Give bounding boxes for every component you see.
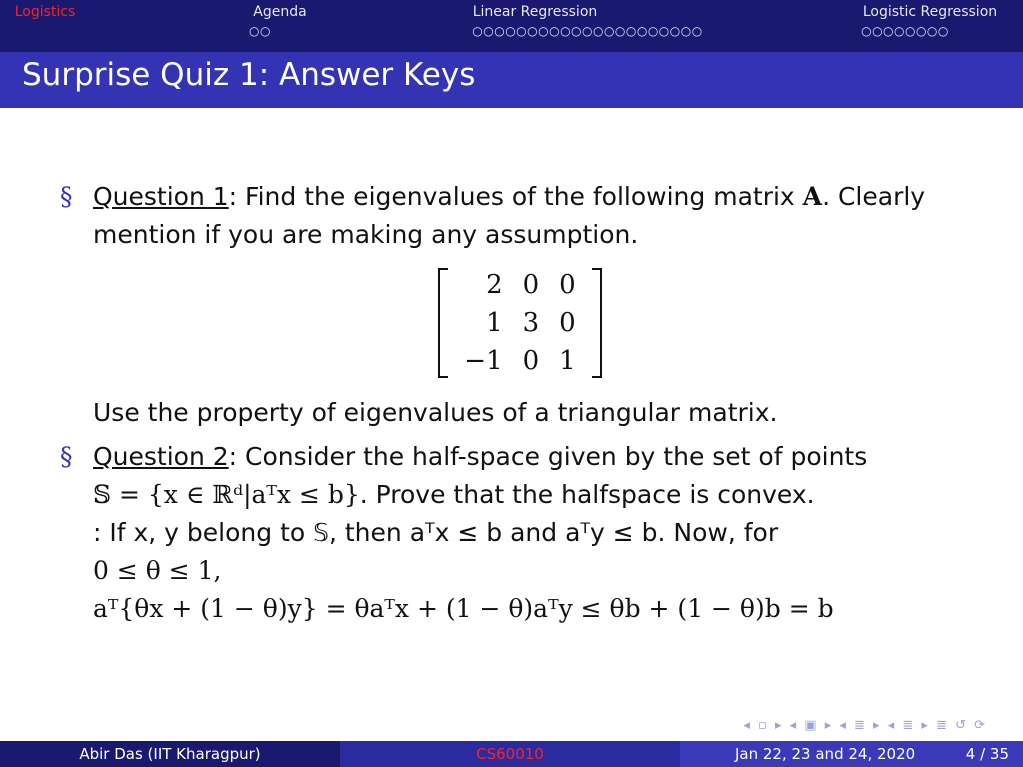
matrix-left-bracket — [438, 268, 448, 378]
footer-author: Abir Das (IIT Kharagpur) — [79, 745, 261, 763]
matrix-cell: 0 — [559, 308, 576, 338]
nav-agenda-dots[interactable]: ○○ — [249, 24, 271, 38]
slide-title: Surprise Quiz 1: Answer Keys — [22, 57, 476, 93]
matrix-cell: 0 — [522, 270, 540, 300]
nav-section-agenda[interactable]: Agenda — [253, 4, 307, 20]
matrix-row — [454, 342, 585, 380]
beamer-navigation-symbols[interactable]: ◂ ▫ ▸ ◂ ▣ ▸ ◂ ≣ ▸ ◂ ≣ ▸ ≣ ↺ ⟳ — [743, 718, 987, 733]
question-2-line2-text: . Prove that the halfspace is convex. — [359, 480, 815, 509]
proof-line-2: 0 ≤ θ ≤ 1, — [93, 556, 222, 585]
matrix-cell: 1 — [559, 346, 576, 376]
matrix-cell: 2 — [486, 270, 503, 300]
footer-date: Jan 22, 23 and 24, 2020 — [735, 745, 916, 763]
footer-date-page — [680, 741, 1023, 767]
slide-content — [60, 178, 980, 628]
proof-line-1: : If x, y belong to 𝕊, then aᵀx ≤ b and aᵀy ≤ b. Now, for — [93, 518, 779, 547]
matrix-cell: 3 — [522, 308, 540, 338]
nav-linear-regression-dots[interactable]: ○○○○○○○○○○○○○○○○○○○○○ — [472, 24, 703, 38]
nav-section-logistic-regression[interactable]: Logistic Regression — [862, 4, 998, 20]
matrix-row — [454, 266, 585, 304]
matrix-cell: 0 — [522, 346, 540, 376]
footer-course-link[interactable]: CS60010 — [340, 741, 680, 767]
section-bullet-icon: § — [60, 442, 73, 471]
nav-section-linear-regression[interactable]: Linear Regression — [472, 4, 598, 20]
section-navigation-bar — [0, 0, 1023, 52]
footer-bar — [0, 741, 1023, 767]
footer-page-number: 4 / 35 — [965, 745, 1009, 763]
nav-logistic-regression-dots[interactable]: ○○○○○○○○ — [861, 24, 949, 38]
matrix-symbol: A — [802, 182, 823, 211]
question-2-label: Question 2 — [93, 442, 229, 471]
matrix-table — [454, 266, 585, 380]
question-2-line1: : Consider the half-space given by the set of points — [228, 442, 868, 471]
matrix-a — [438, 266, 601, 380]
matrix-cell: −1 — [464, 346, 503, 376]
matrix-right-bracket — [592, 268, 602, 378]
proof-equation: aᵀ{θx + (1 − θ)y} = θaᵀx + (1 − θ)aᵀy ≤ θb + (1 − θ)b = b — [93, 594, 834, 623]
question-1-label: Question 1 — [93, 182, 229, 211]
matrix-row — [454, 304, 585, 342]
section-bullet-icon: § — [60, 182, 73, 211]
nav-section-logistics[interactable]: Logistics — [14, 4, 76, 20]
half-space-set-definition: 𝕊 = {x ∈ ℝᵈ|aᵀx ≤ b} — [93, 480, 360, 509]
matrix-container — [60, 266, 980, 380]
question-1-item — [60, 178, 980, 254]
question-1-answer: Use the property of eigenvalues of a triangular matrix. — [93, 398, 778, 427]
matrix-cell: 1 — [486, 308, 503, 338]
matrix-cell: 0 — [559, 270, 576, 300]
title-bar — [0, 52, 1023, 108]
question-2-item — [60, 438, 980, 628]
question-1-text-end: . Clearly mention if you are making any assumption. — [93, 182, 926, 249]
question-1-text: : Find the eigenvalues of the following matrix — [228, 182, 803, 211]
